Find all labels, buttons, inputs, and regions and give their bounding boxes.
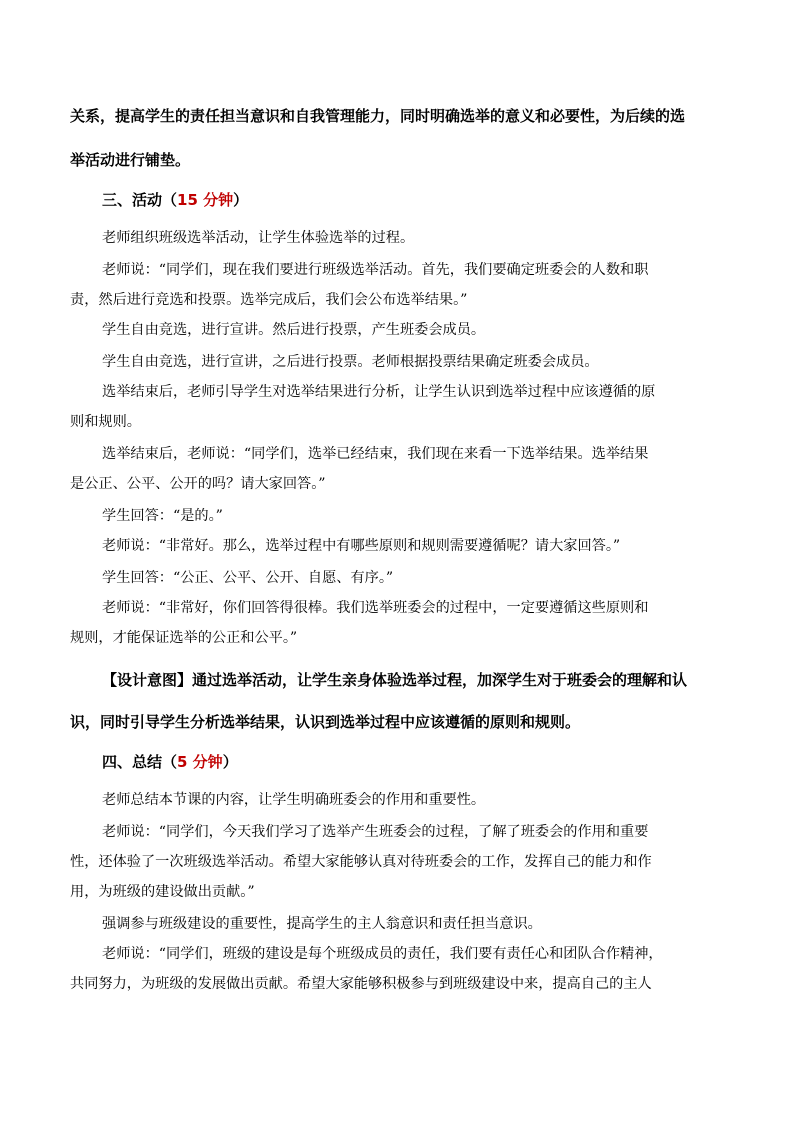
- section-3-paragraph-line: 选举结束后，老师说：“同学们，选举已经结束，我们现在来看一下选举结果。选举结果: [102, 446, 649, 462]
- section-3-heading: [102, 190, 725, 210]
- section-4-paragraph-line: 强调参与班级建设的重要性，提高学生的主人翁意识和责任担当意识。: [102, 916, 542, 932]
- section-4-title-prefix: 四、总结（: [102, 753, 178, 771]
- intro-line-1: 关系，提高学生的责任担当意识和自我管理能力，同时明确选举的意义和必要性，为后续的选: [70, 107, 686, 125]
- section-4-duration: 5 分钟: [177, 753, 223, 771]
- section-3-paragraph-line: 学生回答：“公正、公平、公开、自愿、有序。”: [102, 570, 394, 586]
- intro-line-2: 举活动进行铺垫。: [70, 151, 191, 169]
- section-3-title-prefix: 三、活动（: [102, 191, 178, 209]
- section-3-title-suffix: ）: [233, 191, 249, 209]
- section-3-paragraph-line: 则和规则。: [70, 414, 141, 430]
- section-3-paragraph-line: 规则，才能保证选举的公正和公平。”: [70, 630, 298, 646]
- design-intent-line-2: 识，同时引导学生分析选举结果，认识到选举过程中应该遵循的原则和规则。: [70, 713, 581, 731]
- section-3-paragraph-line: 老师说：“非常好，你们回答得很棒。我们选举班委会的过程中，一定要遵循这些原则和: [102, 600, 649, 616]
- section-4-paragraph-line: 老师总结本节课的内容，让学生明确班委会的作用和重要性。: [102, 792, 486, 808]
- section-3-paragraph-line: 责，然后进行竞选和投票。选举完成后，我们会公布选举结果。”: [70, 292, 468, 308]
- design-intent-line-1: 【设计意图】通过选举活动，让学生亲身体验选举过程，加深学生对于班委会的理解和认: [102, 671, 688, 689]
- section-3-paragraph-line: 学生回答：“是的。”: [102, 508, 223, 524]
- section-4-title-suffix: ）: [222, 753, 238, 771]
- section-3-paragraph-line: 老师说：“非常好。那么，选举过程中有哪些原则和规则需要遵循呢？请大家回答。”: [102, 538, 621, 554]
- section-4-paragraph-line: 老师说：“同学们，今天我们学习了选举产生班委会的过程，了解了班委会的作用和重要: [102, 824, 649, 840]
- section-4-paragraph-line: 用，为班级的建设做出贡献。”: [70, 884, 255, 900]
- section-4-paragraph-line: 共同努力，为班级的发展做出贡献。希望大家能够积极参与到班级建设中来，提高自己的主人: [70, 976, 652, 992]
- section-3-paragraph-line: 学生自由竞选，进行宣讲，之后进行投票。老师根据投票结果确定班委会成员。: [102, 354, 599, 370]
- section-3-paragraph-line: 老师说：“同学们，现在我们要进行班级选举活动。首先，我们要确定班委会的人数和职: [102, 262, 649, 278]
- section-4-heading: [102, 752, 725, 772]
- section-3-paragraph-line: 学生自由竞选，进行宣讲。然后进行投票，产生班委会成员。: [102, 322, 486, 338]
- section-3-paragraph-line: 选举结束后，老师引导学生对选举结果进行分析，让学生认识到选举过程中应该遵循的原: [102, 384, 656, 400]
- section-4-paragraph-line: 性，还体验了一次班级选举活动。希望大家能够认真对待班委会的工作，发挥自己的能力和作: [70, 854, 652, 870]
- section-4-paragraph-line: 老师说：“同学们，班级的建设是每个班级成员的责任，我们要有责任心和团队合作精神，: [102, 946, 663, 962]
- section-3-duration: 15 分钟: [177, 191, 234, 209]
- section-3-paragraph-line: 是公正、公平、公开的吗？请大家回答。”: [70, 476, 326, 492]
- section-3-paragraph-line: 老师组织班级选举活动，让学生体验选举的过程。: [102, 230, 415, 246]
